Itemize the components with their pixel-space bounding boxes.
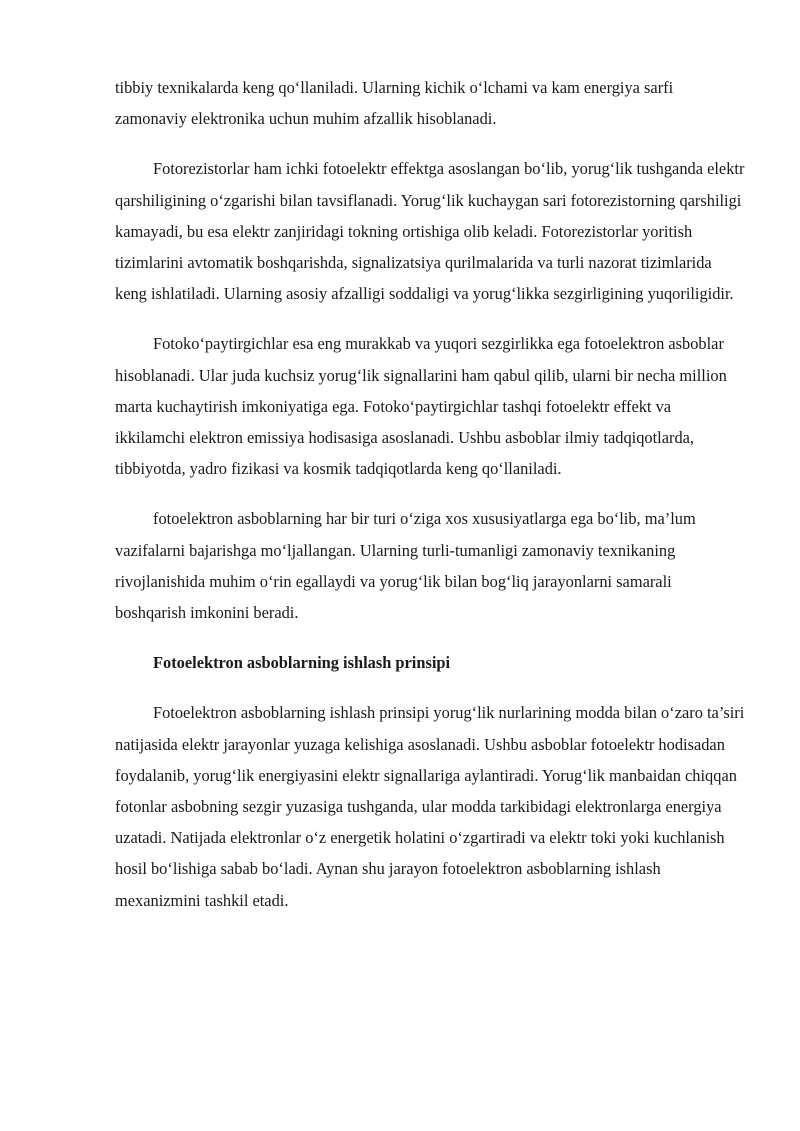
paragraph-summary: fotoelektron asboblarning har bir turi o‘ziga xos xususiyatlarga ega bo‘lib, ma’lum vazifalarni bajarishga mo‘ljallangan. Ularning turli-tumanligi zamonaviy texnikaning rivojlanishida muhim o‘rin egallaydi va yorug‘lik bilan bog‘liq jarayonlarni samarali boshqarish imkonini beradi. [115, 509, 696, 623]
paragraph-fotokopaytirgichlar: Fotoko‘paytirgichlar esa eng murakkab va yuqori sezgirlikka ega fotoelektron asboblar hisoblanadi. Ular juda kuchsiz yorug‘lik signallarini ham qabul qilib, ularni bir necha million marta kuchaytirish imkoniyatiga ega. Fotoko‘paytirgichlar tashqi fotoelektr effekt va ikkilamchi elektron emissiya hodisasiga asoslanadi. Ushbu asboblar ilmiy tadqiqotlarda, tibbiyotda, yadro fizikasi va kosmik tadqiqotlarda keng qo‘llaniladi. [115, 334, 727, 479]
paragraph-continuation: tibbiy texnikalarda keng qo‘llaniladi. Ularning kichik o‘lchami va kam energiya sarfi zamonaviy elektronika uchun muhim afzallik hisoblanadi. [115, 78, 674, 129]
paragraph-fotorezistorlar: Fotorezistorlar ham ichki fotoelektr effektga asoslangan bo‘lib, yorug‘lik tushganda elektr qarshiligining o‘zgarishi bilan tavsiflanadi. Yorug‘lik kuchaygan sari fotorezistorning qarshiligi kamayadi, bu esa elektr zanjiridagi tokning ortishiga olib keladi. Fotorezistorlar yoritish tizimlarini avtomatik boshqarishda, signalizatsiya qurilmalarida va turli nazorat tizimlarida keng ishlatiladi. Ularning asosiy afzalligi soddaligi va yorug‘likka sezgirligining yuqoriligidir. [115, 159, 745, 304]
section-heading: Fotoelektron asboblarning ishlash prinsipi [153, 653, 451, 673]
document-body [115, 72, 745, 916]
paragraph-principle: Fotoelektron asboblarning ishlash prinsipi yorug‘lik nurlarining modda bilan o‘zaro ta’siri natijasida elektr jarayonlar yuzaga kelishiga asoslanadi. Ushbu asboblar fotoelektr hodisadan foydalanib, yorug‘lik energiyasini elektr signallariga aylantiradi. Yorug‘lik manbaidan chiqqan fotonlar asbobning sezgir yuzasiga tushganda, ular modda tarkibidagi elektronlarga energiya uzatadi. Natijada elektronlar o‘z energetik holatini o‘zgartiradi va elektr toki yoki kuchlanish hosil bo‘lishiga sabab bo‘ladi. Aynan shu jarayon fotoelektron asboblarning ishlash mexanizmini tashkil etadi. [115, 703, 745, 910]
